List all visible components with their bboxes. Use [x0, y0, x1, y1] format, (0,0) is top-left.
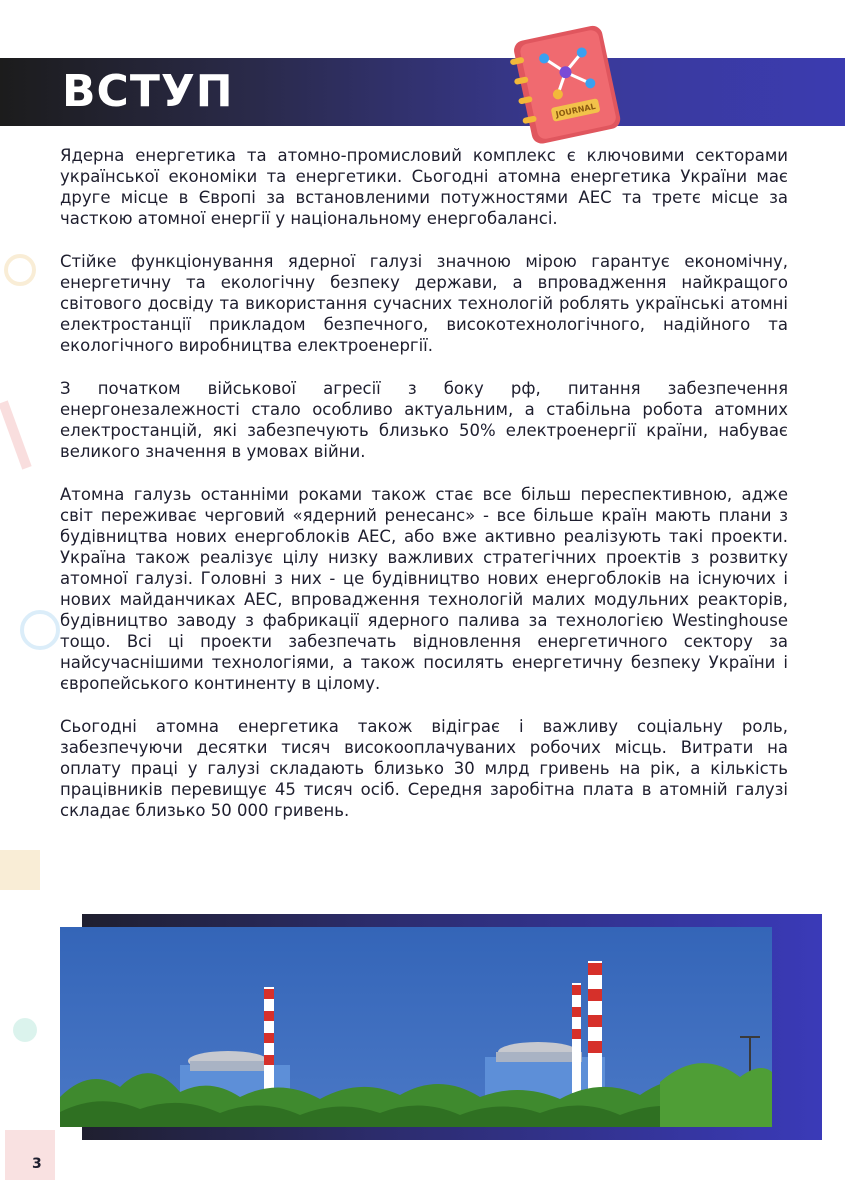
doodle-circle — [13, 1018, 37, 1042]
paragraph: Стійке функціонування ядерної галузі значною мірою гарантує економічну, енергетичну та екологічну безпеку держави, а впровадження найкращого світового досвіду та використання сучасних технологій роблять українські атомні електростанції прикладом безпечного, високотехнологічного, надійного та екологічного виробництва електроенергії. — [60, 252, 788, 355]
journal-notebook-icon — [508, 22, 628, 147]
nuclear-power-plant-icon — [60, 927, 772, 1127]
page-title: ВСТУП — [62, 66, 234, 117]
intro-text — [60, 145, 788, 843]
paragraph: З початком військової агресії з боку рф, питання забезпечення енергонезалежності стало особливо актуальним, а стабільна робота атомних електростанцій, які забезпечують близько 50% електроенергії країни, набуває великого значення в умовах війни. — [60, 379, 788, 461]
nuclear-plant-photo — [60, 927, 772, 1127]
doodle-block — [0, 850, 40, 890]
paragraph: Сьогодні атомна енергетика також відіграє і важливу соціальну роль, забезпечуючи десятки тисяч високооплачуваних робочих місць. Витрати на оплату праці у галузі складають близько 30 млрд гривень на рік, а кількість працівників перевищує 45 тисяч осіб. Середня заробітна плата в атомній галузі складає близько 50 000 гривень. — [60, 717, 788, 820]
paragraph: Атомна галузь останніми роками також стає все більш переспективною, адже світ переживає черговий «ядерний ренесанс» - все більше країн мають плани з будівництва нових енергоблоків АЕС, або вже активно реалізують такі проекти. Україна також реалізує цілу низку важливих стратегічних проектів з розвитку атомної галузі. Головні з них - це будівництво нових енергоблоків на існуючих і нових майданчиках АЕС, впровадження технологій малих модульних реакторів, будівництво заводу з фабрикації ядерного палива за технологією Westinghouse тощо. Всі ці проекти забезпечать відновлення енергетичного сектору за найсучаснішими технологіями, а також посилять енергетичну безпеку України і європейського континенту в цілому. — [60, 485, 788, 693]
doodle-block — [5, 1130, 55, 1180]
journal-label: JOURNAL — [554, 101, 597, 120]
doodle-circle — [22, 612, 58, 648]
doodle-pencil — [0, 400, 32, 469]
doodle-circle — [6, 256, 34, 284]
paragraph: Ядерна енергетика та атомно-промисловий комплекс є ключовими секторами української економіки та енергетики. Сьогодні атомна енергетика України має друге місце в Європі за встановленими потужностями АЕС та третє місце за часткою атомної енергії у національному енергобалансі. — [60, 146, 788, 228]
page-number: 3 — [32, 1156, 42, 1172]
